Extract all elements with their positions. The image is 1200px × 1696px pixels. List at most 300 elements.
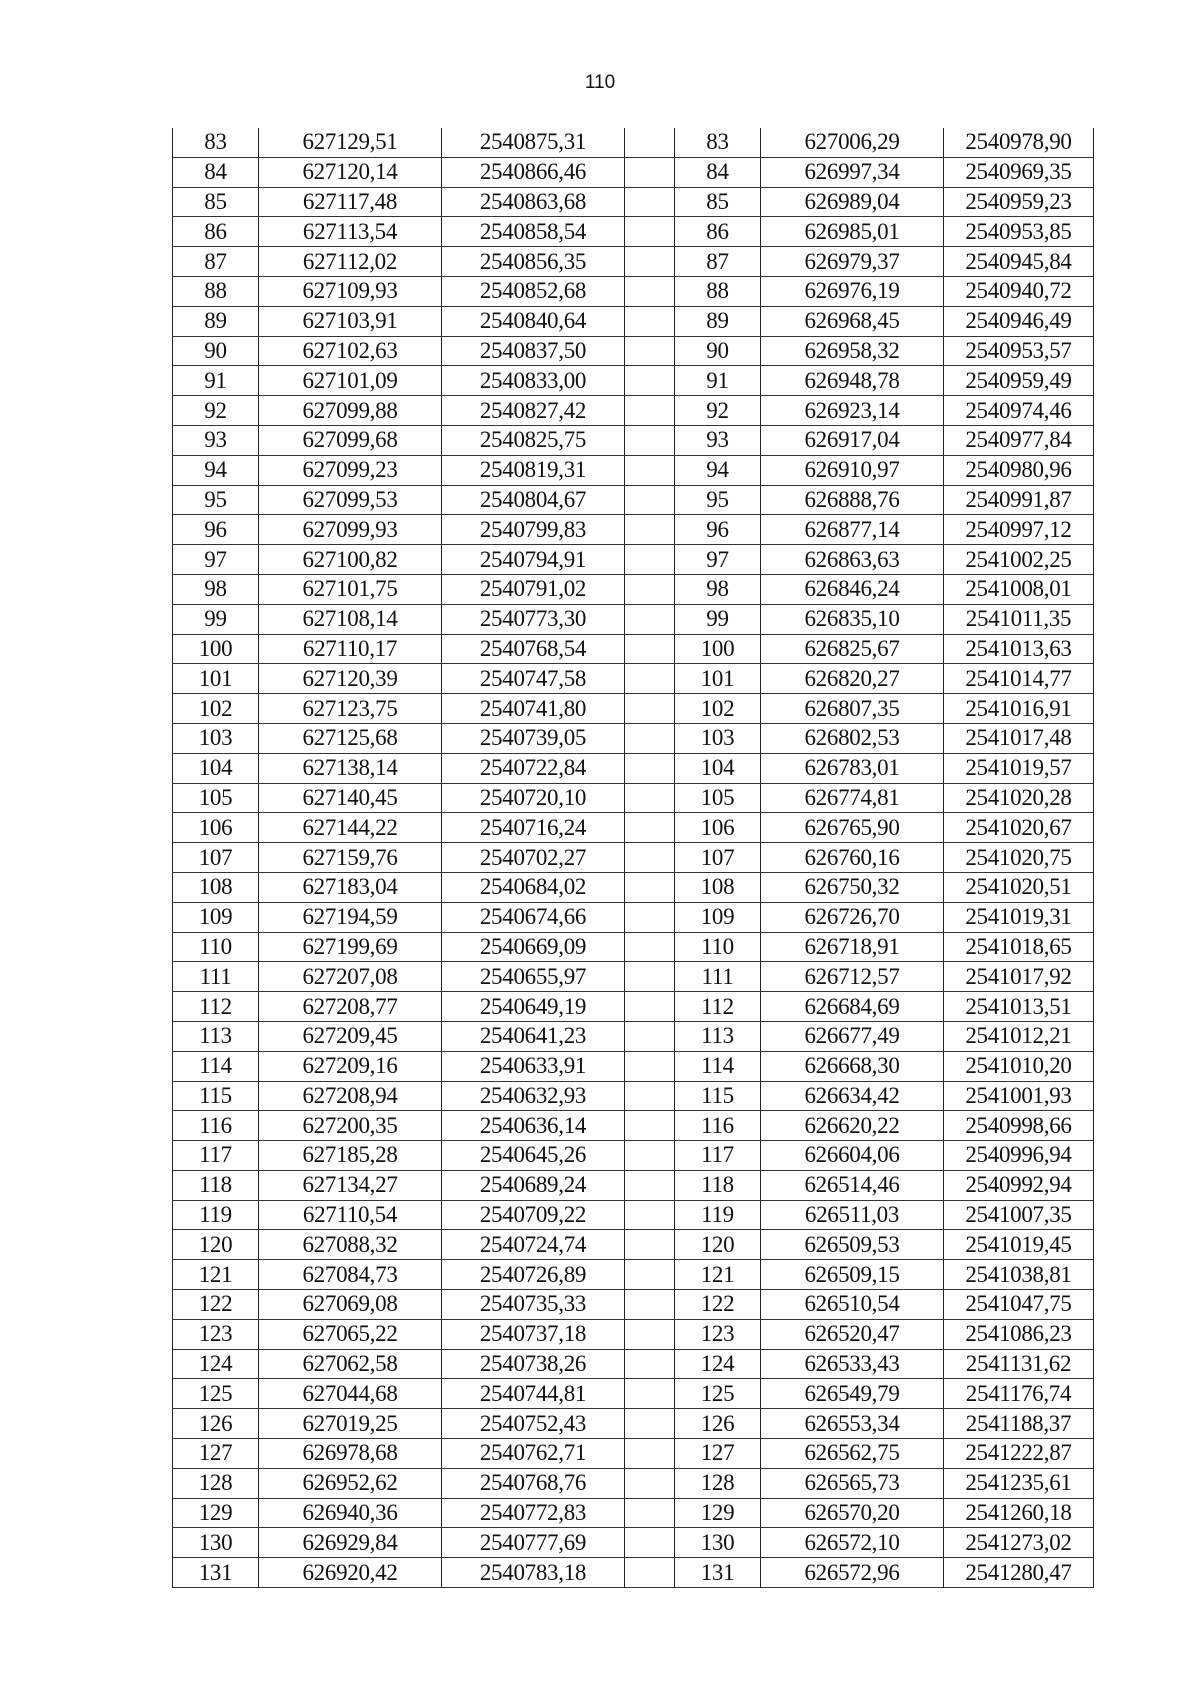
right-y-coordinate-cell: 2541047,75 (944, 1290, 1094, 1320)
table-row (173, 217, 1094, 247)
column-gap-cell (625, 872, 675, 902)
left-point-number-cell: 108 (173, 872, 259, 902)
left-y-coordinate-cell: 2540799,83 (442, 515, 625, 545)
right-x-coordinate-cell: 626572,10 (761, 1528, 944, 1558)
left-y-coordinate-cell: 2540866,46 (442, 157, 625, 187)
right-x-coordinate-cell: 626877,14 (761, 515, 944, 545)
left-x-coordinate-cell: 627138,14 (259, 753, 442, 783)
left-point-number-cell: 84 (173, 157, 259, 187)
left-point-number-cell: 124 (173, 1349, 259, 1379)
table-row (173, 723, 1094, 753)
left-x-coordinate-cell: 627113,54 (259, 217, 442, 247)
left-x-coordinate-cell: 627101,09 (259, 366, 442, 396)
page-number: 110 (584, 72, 616, 93)
right-y-coordinate-cell: 2541273,02 (944, 1528, 1094, 1558)
right-point-number-cell: 99 (675, 604, 761, 634)
right-point-number-cell: 117 (675, 1141, 761, 1171)
left-point-number-cell: 106 (173, 813, 259, 843)
column-gap-cell (625, 1319, 675, 1349)
left-y-coordinate-cell: 2540716,24 (442, 813, 625, 843)
right-x-coordinate-cell: 626684,69 (761, 992, 944, 1022)
column-gap-cell (625, 1379, 675, 1409)
right-y-coordinate-cell: 2541013,51 (944, 992, 1094, 1022)
column-gap-cell (625, 425, 675, 455)
table-row (173, 545, 1094, 575)
left-y-coordinate-cell: 2540641,23 (442, 1021, 625, 1051)
column-gap-cell (625, 992, 675, 1022)
right-y-coordinate-cell: 2541007,35 (944, 1200, 1094, 1230)
column-gap-cell (625, 1200, 675, 1230)
left-point-number-cell: 100 (173, 634, 259, 664)
table-row (173, 1081, 1094, 1111)
column-gap-cell (625, 1498, 675, 1528)
left-y-coordinate-cell: 2540858,54 (442, 217, 625, 247)
right-x-coordinate-cell: 626549,79 (761, 1379, 944, 1409)
right-x-coordinate-cell: 626510,54 (761, 1290, 944, 1320)
right-point-number-cell: 102 (675, 694, 761, 724)
column-gap-cell (625, 1081, 675, 1111)
right-y-coordinate-cell: 2541001,93 (944, 1081, 1094, 1111)
right-x-coordinate-cell: 626520,47 (761, 1319, 944, 1349)
right-point-number-cell: 103 (675, 723, 761, 753)
left-point-number-cell: 86 (173, 217, 259, 247)
right-y-coordinate-cell: 2541020,28 (944, 783, 1094, 813)
left-point-number-cell: 116 (173, 1111, 259, 1141)
right-point-number-cell: 124 (675, 1349, 761, 1379)
left-y-coordinate-cell: 2540738,26 (442, 1349, 625, 1379)
left-y-coordinate-cell: 2540791,02 (442, 574, 625, 604)
left-y-coordinate-cell: 2540689,24 (442, 1170, 625, 1200)
column-gap-cell (625, 1558, 675, 1588)
right-x-coordinate-cell: 626923,14 (761, 396, 944, 426)
left-x-coordinate-cell: 627084,73 (259, 1260, 442, 1290)
left-y-coordinate-cell: 2540720,10 (442, 783, 625, 813)
left-x-coordinate-cell: 627065,22 (259, 1319, 442, 1349)
table-row (173, 187, 1094, 217)
column-gap-cell (625, 604, 675, 634)
left-x-coordinate-cell: 627183,04 (259, 872, 442, 902)
left-point-number-cell: 93 (173, 425, 259, 455)
column-gap-cell (625, 1349, 675, 1379)
table-row (173, 1260, 1094, 1290)
column-gap-cell (625, 485, 675, 515)
column-gap-cell (625, 1409, 675, 1439)
left-point-number-cell: 125 (173, 1379, 259, 1409)
right-y-coordinate-cell: 2540998,66 (944, 1111, 1094, 1141)
right-point-number-cell: 122 (675, 1290, 761, 1320)
left-x-coordinate-cell: 627199,69 (259, 932, 442, 962)
left-x-coordinate-cell: 626920,42 (259, 1558, 442, 1588)
table-row (173, 1498, 1094, 1528)
right-x-coordinate-cell: 626783,01 (761, 753, 944, 783)
table-row (173, 783, 1094, 813)
table-row (173, 1558, 1094, 1588)
right-y-coordinate-cell: 2540946,49 (944, 306, 1094, 336)
column-gap-cell (625, 187, 675, 217)
left-point-number-cell: 130 (173, 1528, 259, 1558)
table-row (173, 366, 1094, 396)
right-y-coordinate-cell: 2541008,01 (944, 574, 1094, 604)
left-x-coordinate-cell: 627099,53 (259, 485, 442, 515)
column-gap-cell (625, 1021, 675, 1051)
left-y-coordinate-cell: 2540794,91 (442, 545, 625, 575)
table-row (173, 276, 1094, 306)
left-point-number-cell: 109 (173, 902, 259, 932)
right-point-number-cell: 101 (675, 664, 761, 694)
left-y-coordinate-cell: 2540633,91 (442, 1051, 625, 1081)
table-row (173, 1111, 1094, 1141)
left-y-coordinate-cell: 2540827,42 (442, 396, 625, 426)
left-y-coordinate-cell: 2540744,81 (442, 1379, 625, 1409)
right-point-number-cell: 112 (675, 992, 761, 1022)
right-y-coordinate-cell: 2540996,94 (944, 1141, 1094, 1171)
left-y-coordinate-cell: 2540804,67 (442, 485, 625, 515)
right-point-number-cell: 104 (675, 753, 761, 783)
table-row (173, 843, 1094, 873)
right-x-coordinate-cell: 626846,24 (761, 574, 944, 604)
right-point-number-cell: 116 (675, 1111, 761, 1141)
table-row (173, 396, 1094, 426)
right-y-coordinate-cell: 2541002,25 (944, 545, 1094, 575)
left-point-number-cell: 104 (173, 753, 259, 783)
right-point-number-cell: 83 (675, 128, 761, 157)
left-y-coordinate-cell: 2540819,31 (442, 455, 625, 485)
left-point-number-cell: 87 (173, 247, 259, 277)
column-gap-cell (625, 723, 675, 753)
column-gap-cell (625, 813, 675, 843)
right-x-coordinate-cell: 626825,67 (761, 634, 944, 664)
right-y-coordinate-cell: 2540978,90 (944, 128, 1094, 157)
right-x-coordinate-cell: 626712,57 (761, 962, 944, 992)
right-x-coordinate-cell: 626677,49 (761, 1021, 944, 1051)
left-point-number-cell: 115 (173, 1081, 259, 1111)
left-x-coordinate-cell: 627102,63 (259, 336, 442, 366)
left-x-coordinate-cell: 626940,36 (259, 1498, 442, 1528)
table-row (173, 872, 1094, 902)
right-x-coordinate-cell: 626634,42 (761, 1081, 944, 1111)
column-gap-cell (625, 932, 675, 962)
left-y-coordinate-cell: 2540837,50 (442, 336, 625, 366)
right-x-coordinate-cell: 626835,10 (761, 604, 944, 634)
left-y-coordinate-cell: 2540737,18 (442, 1319, 625, 1349)
right-x-coordinate-cell: 626976,19 (761, 276, 944, 306)
right-x-coordinate-cell: 626807,35 (761, 694, 944, 724)
left-y-coordinate-cell: 2540833,00 (442, 366, 625, 396)
table-row (173, 574, 1094, 604)
right-y-coordinate-cell: 2540991,87 (944, 485, 1094, 515)
left-y-coordinate-cell: 2540684,02 (442, 872, 625, 902)
right-y-coordinate-cell: 2540953,85 (944, 217, 1094, 247)
column-gap-cell (625, 545, 675, 575)
left-x-coordinate-cell: 627125,68 (259, 723, 442, 753)
right-y-coordinate-cell: 2541020,51 (944, 872, 1094, 902)
right-y-coordinate-cell: 2541018,65 (944, 932, 1094, 962)
left-point-number-cell: 122 (173, 1290, 259, 1320)
table-row (173, 1230, 1094, 1260)
right-point-number-cell: 105 (675, 783, 761, 813)
right-point-number-cell: 97 (675, 545, 761, 575)
right-y-coordinate-cell: 2541014,77 (944, 664, 1094, 694)
right-point-number-cell: 114 (675, 1051, 761, 1081)
left-point-number-cell: 107 (173, 843, 259, 873)
right-y-coordinate-cell: 2541020,75 (944, 843, 1094, 873)
column-gap-cell (625, 1439, 675, 1469)
left-x-coordinate-cell: 627185,28 (259, 1141, 442, 1171)
right-x-coordinate-cell: 626985,01 (761, 217, 944, 247)
right-y-coordinate-cell: 2540945,84 (944, 247, 1094, 277)
table-row (173, 1468, 1094, 1498)
table-row (173, 1379, 1094, 1409)
left-point-number-cell: 98 (173, 574, 259, 604)
left-point-number-cell: 101 (173, 664, 259, 694)
left-y-coordinate-cell: 2540747,58 (442, 664, 625, 694)
left-x-coordinate-cell: 627099,23 (259, 455, 442, 485)
column-gap-cell (625, 455, 675, 485)
left-point-number-cell: 129 (173, 1498, 259, 1528)
table-row (173, 1200, 1094, 1230)
table-row (173, 425, 1094, 455)
right-point-number-cell: 130 (675, 1528, 761, 1558)
left-x-coordinate-cell: 627103,91 (259, 306, 442, 336)
right-y-coordinate-cell: 2541176,74 (944, 1379, 1094, 1409)
right-x-coordinate-cell: 626863,63 (761, 545, 944, 575)
left-y-coordinate-cell: 2540840,64 (442, 306, 625, 336)
left-x-coordinate-cell: 627209,45 (259, 1021, 442, 1051)
left-point-number-cell: 131 (173, 1558, 259, 1588)
column-gap-cell (625, 336, 675, 366)
left-x-coordinate-cell: 627099,68 (259, 425, 442, 455)
right-y-coordinate-cell: 2540959,23 (944, 187, 1094, 217)
left-x-coordinate-cell: 627112,02 (259, 247, 442, 277)
left-y-coordinate-cell: 2540762,71 (442, 1439, 625, 1469)
right-x-coordinate-cell: 626553,34 (761, 1409, 944, 1439)
right-x-coordinate-cell: 626888,76 (761, 485, 944, 515)
right-x-coordinate-cell: 626533,43 (761, 1349, 944, 1379)
right-x-coordinate-cell: 626760,16 (761, 843, 944, 873)
left-y-coordinate-cell: 2540655,97 (442, 962, 625, 992)
left-x-coordinate-cell: 627207,08 (259, 962, 442, 992)
column-gap-cell (625, 1230, 675, 1260)
left-point-number-cell: 126 (173, 1409, 259, 1439)
right-y-coordinate-cell: 2541260,18 (944, 1498, 1094, 1528)
right-y-coordinate-cell: 2541010,20 (944, 1051, 1094, 1081)
right-point-number-cell: 113 (675, 1021, 761, 1051)
column-gap-cell (625, 515, 675, 545)
right-y-coordinate-cell: 2540959,49 (944, 366, 1094, 396)
left-y-coordinate-cell: 2540674,66 (442, 902, 625, 932)
table-row (173, 604, 1094, 634)
left-x-coordinate-cell: 627194,59 (259, 902, 442, 932)
left-point-number-cell: 92 (173, 396, 259, 426)
left-x-coordinate-cell: 627159,76 (259, 843, 442, 873)
left-x-coordinate-cell: 627088,32 (259, 1230, 442, 1260)
table-row (173, 157, 1094, 187)
left-y-coordinate-cell: 2540741,80 (442, 694, 625, 724)
right-point-number-cell: 129 (675, 1498, 761, 1528)
column-gap-cell (625, 574, 675, 604)
column-gap-cell (625, 157, 675, 187)
left-y-coordinate-cell: 2540768,54 (442, 634, 625, 664)
left-point-number-cell: 99 (173, 604, 259, 634)
left-point-number-cell: 117 (173, 1141, 259, 1171)
column-gap-cell (625, 694, 675, 724)
table-row (173, 813, 1094, 843)
right-x-coordinate-cell: 626511,03 (761, 1200, 944, 1230)
left-y-coordinate-cell: 2540773,30 (442, 604, 625, 634)
left-x-coordinate-cell: 627208,77 (259, 992, 442, 1022)
right-x-coordinate-cell: 626565,73 (761, 1468, 944, 1498)
right-point-number-cell: 95 (675, 485, 761, 515)
right-x-coordinate-cell: 626989,04 (761, 187, 944, 217)
left-x-coordinate-cell: 627129,51 (259, 128, 442, 157)
right-x-coordinate-cell: 626997,34 (761, 157, 944, 187)
right-x-coordinate-cell: 626910,97 (761, 455, 944, 485)
column-gap-cell (625, 664, 675, 694)
right-x-coordinate-cell: 626572,96 (761, 1558, 944, 1588)
left-x-coordinate-cell: 627062,58 (259, 1349, 442, 1379)
right-y-coordinate-cell: 2541038,81 (944, 1260, 1094, 1290)
right-point-number-cell: 110 (675, 932, 761, 962)
table-row (173, 1409, 1094, 1439)
column-gap-cell (625, 634, 675, 664)
left-y-coordinate-cell: 2540726,89 (442, 1260, 625, 1290)
right-y-coordinate-cell: 2540997,12 (944, 515, 1094, 545)
left-x-coordinate-cell: 626978,68 (259, 1439, 442, 1469)
right-y-coordinate-cell: 2540992,94 (944, 1170, 1094, 1200)
right-point-number-cell: 126 (675, 1409, 761, 1439)
left-point-number-cell: 105 (173, 783, 259, 813)
right-point-number-cell: 84 (675, 157, 761, 187)
column-gap-cell (625, 962, 675, 992)
table-row (173, 485, 1094, 515)
column-gap-cell (625, 276, 675, 306)
right-x-coordinate-cell: 626509,53 (761, 1230, 944, 1260)
left-point-number-cell: 90 (173, 336, 259, 366)
column-gap-cell (625, 783, 675, 813)
table-row (173, 753, 1094, 783)
table-row (173, 1439, 1094, 1469)
left-y-coordinate-cell: 2540632,93 (442, 1081, 625, 1111)
left-y-coordinate-cell: 2540752,43 (442, 1409, 625, 1439)
right-point-number-cell: 85 (675, 187, 761, 217)
left-y-coordinate-cell: 2540735,33 (442, 1290, 625, 1320)
table-row (173, 336, 1094, 366)
right-y-coordinate-cell: 2541188,37 (944, 1409, 1094, 1439)
left-point-number-cell: 113 (173, 1021, 259, 1051)
left-x-coordinate-cell: 627208,94 (259, 1081, 442, 1111)
left-point-number-cell: 114 (173, 1051, 259, 1081)
table-row (173, 1528, 1094, 1558)
right-y-coordinate-cell: 2541280,47 (944, 1558, 1094, 1588)
right-y-coordinate-cell: 2540953,57 (944, 336, 1094, 366)
right-x-coordinate-cell: 626958,32 (761, 336, 944, 366)
right-x-coordinate-cell: 626726,70 (761, 902, 944, 932)
left-point-number-cell: 111 (173, 962, 259, 992)
right-x-coordinate-cell: 626765,90 (761, 813, 944, 843)
table-row (173, 694, 1094, 724)
right-point-number-cell: 121 (675, 1260, 761, 1290)
right-point-number-cell: 106 (675, 813, 761, 843)
right-y-coordinate-cell: 2541017,92 (944, 962, 1094, 992)
right-y-coordinate-cell: 2541017,48 (944, 723, 1094, 753)
left-point-number-cell: 95 (173, 485, 259, 515)
right-point-number-cell: 90 (675, 336, 761, 366)
right-x-coordinate-cell: 626917,04 (761, 425, 944, 455)
right-y-coordinate-cell: 2541013,63 (944, 634, 1094, 664)
right-point-number-cell: 125 (675, 1379, 761, 1409)
left-y-coordinate-cell: 2540669,09 (442, 932, 625, 962)
left-y-coordinate-cell: 2540739,05 (442, 723, 625, 753)
left-x-coordinate-cell: 627110,17 (259, 634, 442, 664)
left-x-coordinate-cell: 627044,68 (259, 1379, 442, 1409)
right-point-number-cell: 131 (675, 1558, 761, 1588)
left-point-number-cell: 103 (173, 723, 259, 753)
right-point-number-cell: 123 (675, 1319, 761, 1349)
right-y-coordinate-cell: 2541020,67 (944, 813, 1094, 843)
right-point-number-cell: 92 (675, 396, 761, 426)
right-y-coordinate-cell: 2541011,35 (944, 604, 1094, 634)
left-y-coordinate-cell: 2540825,75 (442, 425, 625, 455)
right-point-number-cell: 88 (675, 276, 761, 306)
right-point-number-cell: 100 (675, 634, 761, 664)
right-point-number-cell: 86 (675, 217, 761, 247)
table-row (173, 1349, 1094, 1379)
right-y-coordinate-cell: 2540969,35 (944, 157, 1094, 187)
right-point-number-cell: 108 (675, 872, 761, 902)
left-point-number-cell: 112 (173, 992, 259, 1022)
right-x-coordinate-cell: 626802,53 (761, 723, 944, 753)
left-point-number-cell: 128 (173, 1468, 259, 1498)
column-gap-cell (625, 217, 675, 247)
right-y-coordinate-cell: 2541016,91 (944, 694, 1094, 724)
column-gap-cell (625, 1141, 675, 1171)
left-x-coordinate-cell: 627209,16 (259, 1051, 442, 1081)
left-x-coordinate-cell: 627110,54 (259, 1200, 442, 1230)
left-y-coordinate-cell: 2540724,74 (442, 1230, 625, 1260)
right-point-number-cell: 98 (675, 574, 761, 604)
left-point-number-cell: 127 (173, 1439, 259, 1469)
coordinates-table-body (173, 128, 1094, 1588)
left-x-coordinate-cell: 626952,62 (259, 1468, 442, 1498)
right-y-coordinate-cell: 2541012,21 (944, 1021, 1094, 1051)
right-point-number-cell: 119 (675, 1200, 761, 1230)
right-y-coordinate-cell: 2540980,96 (944, 455, 1094, 485)
left-y-coordinate-cell: 2540636,14 (442, 1111, 625, 1141)
right-point-number-cell: 128 (675, 1468, 761, 1498)
right-x-coordinate-cell: 626774,81 (761, 783, 944, 813)
table-row (173, 1021, 1094, 1051)
left-x-coordinate-cell: 627099,93 (259, 515, 442, 545)
left-y-coordinate-cell: 2540772,83 (442, 1498, 625, 1528)
left-x-coordinate-cell: 627069,08 (259, 1290, 442, 1320)
left-point-number-cell: 91 (173, 366, 259, 396)
left-point-number-cell: 110 (173, 932, 259, 962)
column-gap-cell (625, 247, 675, 277)
left-point-number-cell: 102 (173, 694, 259, 724)
left-x-coordinate-cell: 627200,35 (259, 1111, 442, 1141)
table-row (173, 128, 1094, 157)
left-point-number-cell: 94 (173, 455, 259, 485)
table-row (173, 1051, 1094, 1081)
table-row (173, 992, 1094, 1022)
table-row (173, 455, 1094, 485)
table-row (173, 1319, 1094, 1349)
left-y-coordinate-cell: 2540645,26 (442, 1141, 625, 1171)
left-y-coordinate-cell: 2540852,68 (442, 276, 625, 306)
table-row (173, 1170, 1094, 1200)
left-y-coordinate-cell: 2540863,68 (442, 187, 625, 217)
right-point-number-cell: 115 (675, 1081, 761, 1111)
